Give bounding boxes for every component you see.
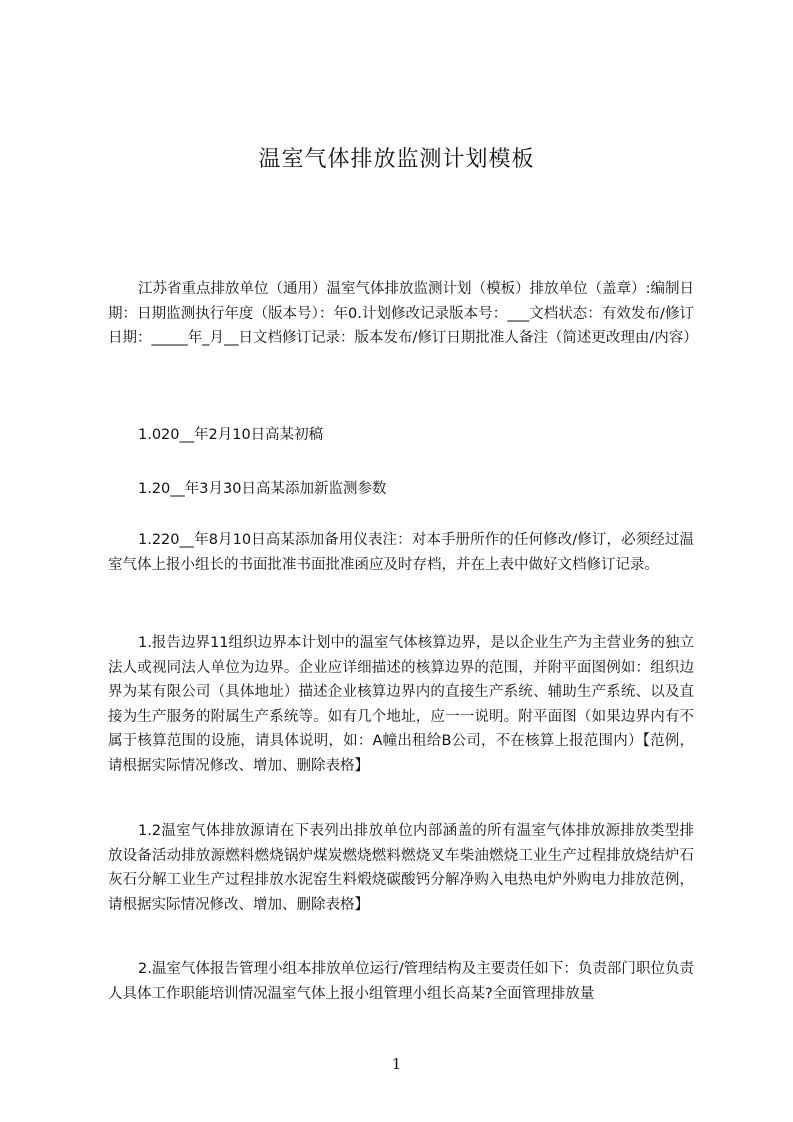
- paragraph-intro: 江苏省重点排放单位（通用）温室气体排放监测计划（模板）排放单位（盖章）:编制日期：日期监测执行年度（版本号）：年0.计划修改记录版本号：___文档状态：有效发布/修订日期：_____年_月__日文档修订记录：版本发布/修订日期批准人备注（简述更改理由/内容）: [108, 281, 698, 346]
- document-title: 温室气体排放监测计划模板: [258, 147, 535, 172]
- paragraph-emission-sources: 1.2温室气体排放源请在下表列出排放单位内部涵盖的所有温室气体排放源排放类型排放设备活动排放源燃料燃烧锅炉煤炭燃烧燃料燃烧叉车柴油燃烧工业生产过程排放烧结炉石灰石分解工业生产过程排放水泥窑生料煅烧碳酸钙分解净购入电热电炉外购电力排放范例，请根据实际情况修改、增加、删除表格】: [108, 823, 694, 913]
- paragraph-revision-3: 1.220__年8月10日高某添加备用仪表注：对本手册所作的任何修改/修订，必须经过温室气体上报小组长的书面批准书面批准函应及时存档，并在上表中做好文档修订记录。: [108, 532, 694, 573]
- paragraph-management-group: 2.温室气体报告管理小组本排放单位运行/管理结构及主要责任如下：负责部门职位负责人具体工作职能培训情况温室气体上报小组管理小组长高某?全面管理排放量: [108, 961, 694, 1002]
- paragraph-revision-1: 1.020__年2月10日高某初稿: [138, 427, 324, 443]
- paragraph-revision-2: 1.20__年3月30日高某添加新监测参数: [138, 481, 387, 497]
- page-number: 1: [391, 1055, 402, 1073]
- paragraph-boundary: 1.报告边界11组织边界本计划中的温室气体核算边界，是以企业生产为主营业务的独立法人或视同法人单位为边界。企业应详细描述的核算边界的范围，并附平面图例如：组织边界为某有限公司（具体地址）描述企业核算边界内的直接生产系统、辅助生产系统、以及直接为生产服务的附属生产系统等。如有几个地址，应一一说明。附平面图（如果边界内有不属于核算范围的设施，请具体说明，如：A幢出租给B公司，不在核算上报范围内）【范例，请根据实际情况修改、增加、删除表格】: [108, 635, 694, 774]
